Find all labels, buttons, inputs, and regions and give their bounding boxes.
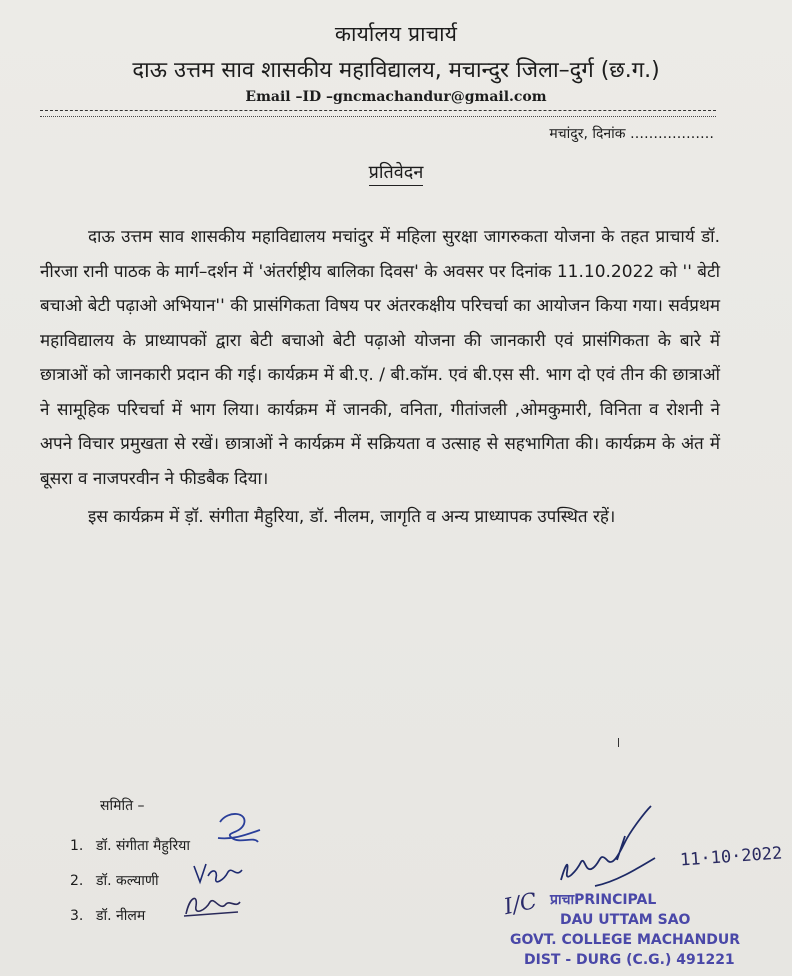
body-paragraph-main: दाऊ उत्तम साव शासकीय महाविद्यालय मचांदुर में महिला सुरक्षा जागरुकता योजना के तहत प्राचार्य डॉ. नीरजा रानी पाठक के मार्ग–दर्शन में 'अंतर्राष्ट्रीय बालिका दिवस' के अवसर पर दिनांक 11.10.2022 को '' बेटी बचाओ बेटी पढ़ाओ अभियान'' की प्रासंगिकता विषय पर अंतरकक्षीय परिचर्चा का आयोजन किया गया। सर्वप्रथम महाविद्यालय के प्राध्यापकों द्वारा बेटी बचाओ बेटी पढ़ाओ योजना की जानकारी एवं प्रासंगिकता के बारे में छात्राओं को जानकारी प्रदान की गई। कार्यक्रम में बी.ए. / बी.कॉम. एवं बी.एस सी. भाग दो एवं तीन की छात्राओं ने सामूहिक परिचर्चा में भाग लिया। कार्यक्रम में जानकी, वनिता, गीतांजली ,ओमकुमारी, विनिता व रोशनी ने अपने विचार प्रमुखता से रखें। छात्राओं ने कार्यक्रम में सक्रियता व उत्साह से सहभागिता की। कार्यक्रम के अंत में बूसरा व नाजपरवीन ने फीडबैक दिया। — [40, 227, 720, 489]
stamp-line-principal: प्राचाPRINCIPAL — [550, 892, 657, 908]
member-number: 1. — [70, 837, 84, 854]
letterhead-college-name: दाऊ उत्तम साव शासकीय महाविद्यालय, मचान्दुर जिला–दुर्ग (छ.ग.) — [132, 58, 660, 83]
member-signature-1 — [214, 808, 264, 852]
committee-member — [70, 898, 190, 933]
committee-member — [70, 863, 190, 898]
stamp-line-govt: GOVT. COLLEGE MACHANDUR — [510, 932, 741, 948]
stamp-line-college: DAU UTTAM SAO — [560, 912, 691, 928]
committee-list — [70, 828, 190, 933]
member-name: डॉ. कल्याणी — [96, 873, 159, 889]
letterhead-divider — [40, 110, 716, 111]
signature-date: 11·10·2022 — [679, 843, 783, 871]
report-title-text: प्रतिवेदन — [369, 162, 424, 186]
stamp-line-district: DIST - DURG (C.G.) 491221 — [524, 952, 735, 968]
incharge-initials: I/C — [501, 888, 540, 921]
member-number: 2. — [70, 872, 84, 889]
committee-member — [70, 828, 190, 863]
letterhead-email: Email –ID –gncmachandur@gmail.com — [245, 89, 547, 105]
member-name: डॉ. नीलम — [96, 908, 146, 924]
member-name: डॉ. संगीता मैहुरिया — [96, 838, 190, 854]
principal-signature — [555, 800, 695, 900]
place-date-line: मचांदुर, दिनांक ……………… — [549, 126, 714, 142]
committee-heading: समिति – — [100, 798, 145, 814]
member-signature-2 — [190, 858, 246, 890]
letterhead-divider-dotted — [40, 116, 716, 117]
report-body — [40, 220, 720, 535]
report-title — [0, 160, 792, 184]
member-number: 3. — [70, 907, 84, 924]
letterhead-office: कार्यालय प्राचार्य — [334, 22, 458, 46]
body-paragraph-attendance: इस कार्यक्रम में ड़ॉ. संगीता मैहुरिया, डॉ. नीलम, जागृति व अन्य प्राध्यापक उपस्थित रहें। — [88, 507, 616, 527]
pen-mark — [618, 738, 619, 747]
